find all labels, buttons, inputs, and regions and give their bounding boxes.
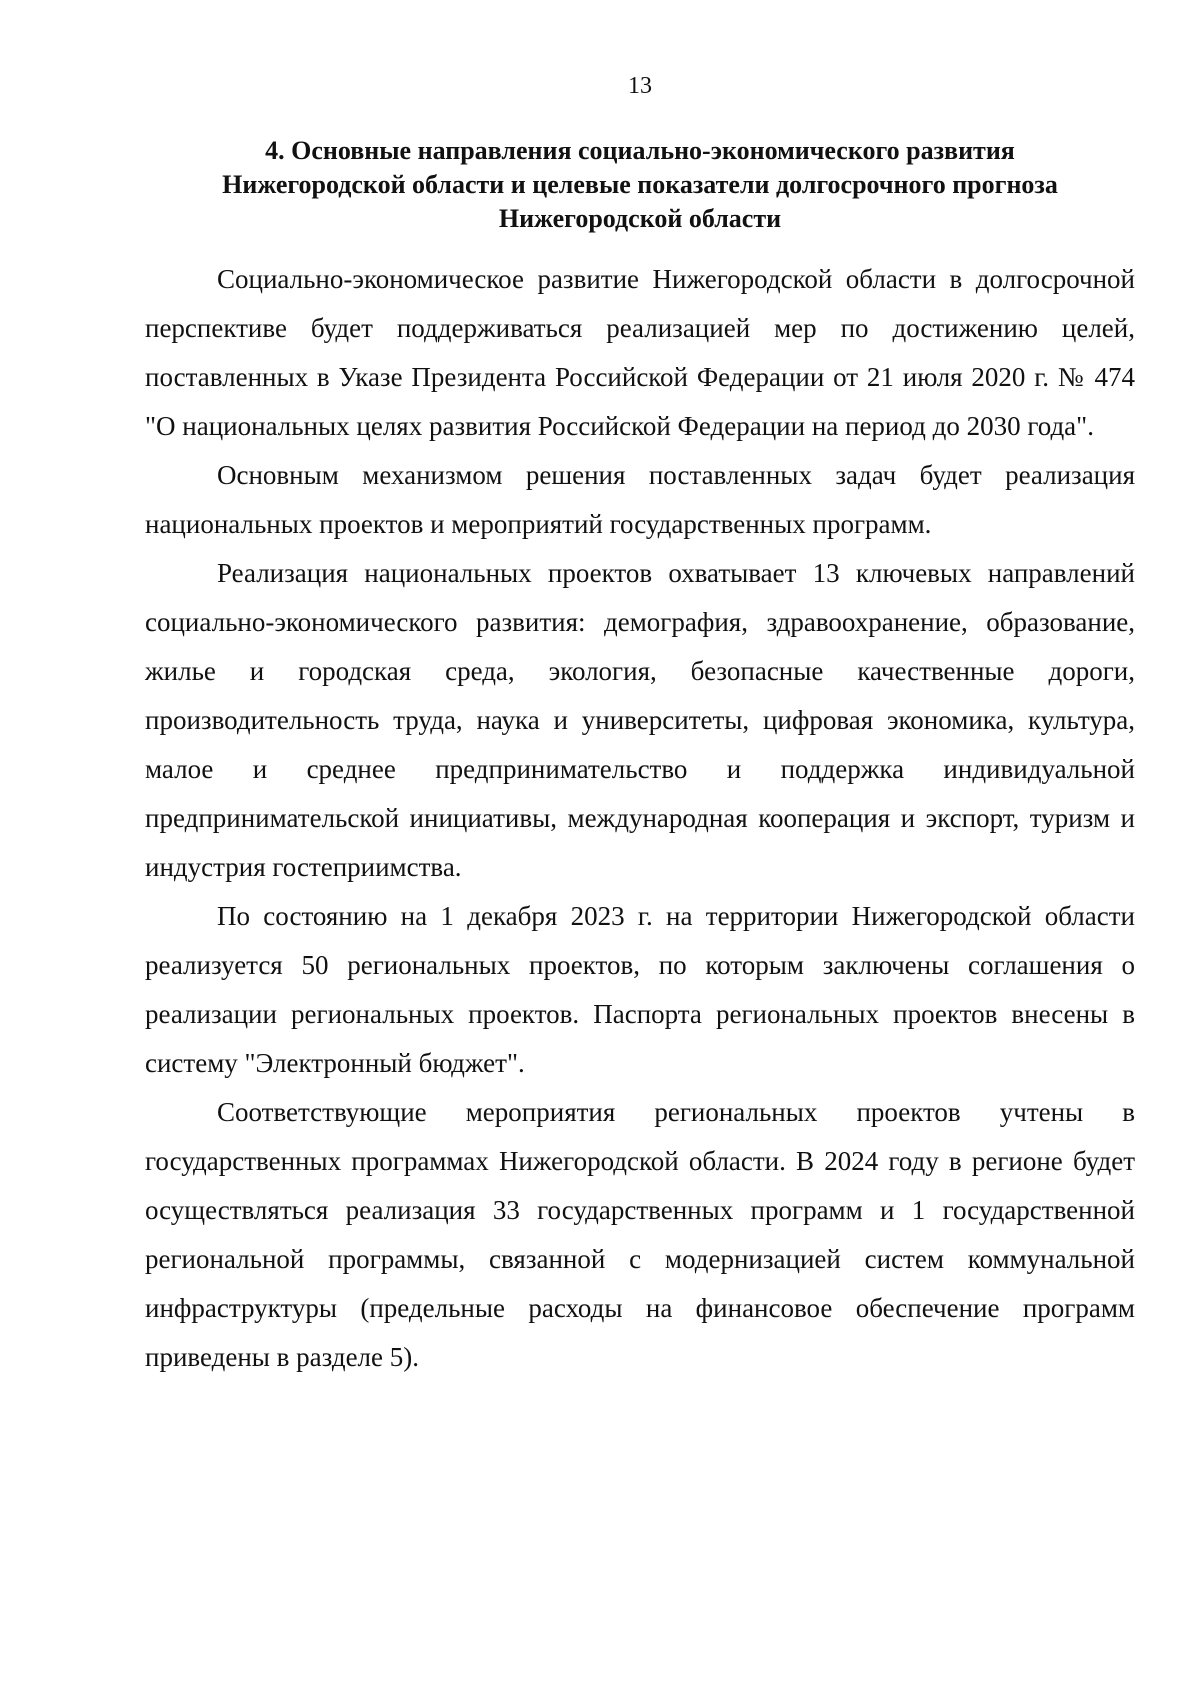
body-text [145,255,1135,1382]
paragraph-development-goals: Социально-экономическое развитие Нижегородской области в долгосрочной перспективе будет поддерживаться реализацией мер по достижению целей, поставленных в Указе Президента Российской Федерации от 21 июля 2020 г. № 474 "О национальных целях развития Российской Федерации на период до 2030 года". [145,264,1135,441]
section-heading-line-2: Нижегородской области и целевые показатели долгосрочного прогноза [222,170,1058,199]
paragraph-regional-projects: По состоянию на 1 декабря 2023 г. на территории Нижегородской области реализуется 50 региональных проектов, по которым заключены соглашения о реализации региональных проектов. Паспорта региональных проектов внесены в систему "Электронный бюджет". [145,901,1135,1078]
page-number: 13 [628,73,652,99]
section-heading-line-1: 4. Основные направления социально-экономического развития [265,136,1015,165]
paragraph-state-programs: Соответствующие мероприятия региональных проектов учтены в государственных программах Нижегородской области. В 2024 году в регионе будет осуществляться реализация 33 государственных программ и 1 государственной региональной программы, связанной с модернизацией систем коммунальной инфраструктуры (предельные расходы на финансовое обеспечение программ приведены в разделе 5). [145,1097,1135,1372]
paragraph-national-projects: Реализация национальных проектов охватывает 13 ключевых направлений социально-экономического развития: демография, здравоохранение, образование, жилье и городская среда, экология, безопасные качественные дороги, производительность труда, наука и университеты, цифровая экономика, культура, малое и среднее предпринимательство и поддержка индивидуальной предпринимательской инициативы, международная кооперация и экспорт, туризм и индустрия гостеприимства. [145,558,1135,882]
section-heading-line-3: Нижегородской области [498,204,782,233]
paragraph-main-mechanism: Основным механизмом решения поставленных задач будет реализация национальных проектов и мероприятий государственных программ. [145,460,1135,539]
section-heading [160,134,1120,236]
